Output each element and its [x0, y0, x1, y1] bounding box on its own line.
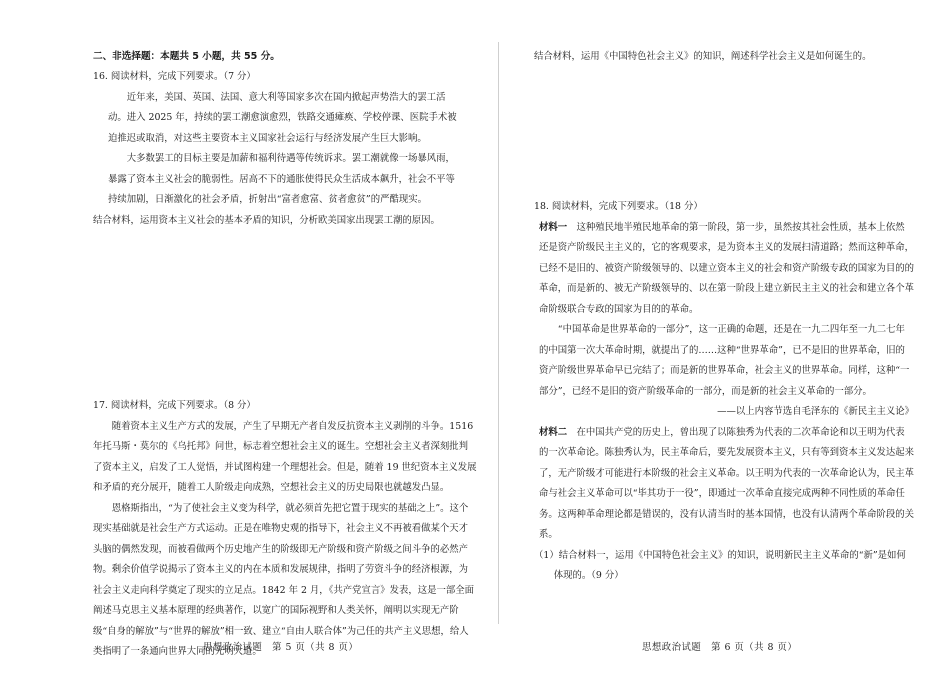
- material-1: [534, 218, 914, 321]
- section-heading: 二、非选择题：本题共 5 小题，共 55 分。: [93, 51, 280, 62]
- material-2-label: 材料二: [539, 426, 568, 438]
- q17-para1: 随着资本主义生产方式的发展，产生了早期无产者自发反抗资本主义剥削的斗争。1516 年托马斯・莫尔的《乌托邦》问世，标志着空想社会主义的诞生。空想社会主义者深刻批判了资本主义，启发了工人觉悟，并试图构建一个理想社会。但是，随着 19 世纪资本主义发展和矛盾的充分展开，随着工人阶级走向成熟，空想社会主义的历史局限也就越发凸显。: [93, 420, 477, 493]
- q16-prompt: 16. 阅读材料，完成下列要求。（7 分）: [93, 71, 256, 82]
- q17-para2: 恩格斯指出，“为了使社会主义变为科学，就必须首先把它置于现实的基础之上”。这个现实基础就是社会生产方式运动。正是在唯物史观的指导下，社会主义不再被看做某个天才头脑的偶然发现，而被看做两个历史地产生的阶级即无产阶级和资产阶级之间斗争的必然产物。剩余价值学说揭示了资本主义的内在本质和发展规律，指明了劳资斗争的经济根源，为社会主义走向科学奠定了现实的立足点。1842 年 2 月，《共产党宣言》发表，这是一部全面阐述马克思主义基本原理的经典著作，以宽广的国际视野和人类关怀，阐明以实现无产阶级“自身的解放”与“世界的解放”相一致、建立“自由人联合体”为己任的共产主义思想，给人类指明了一条通向世界大同的光明大道。: [93, 502, 474, 657]
- right-footer: 思想政治试题 第 6 页（共 8 页）: [642, 642, 798, 653]
- q17-prompt: 17. 阅读材料，完成下列要求。（8 分）: [93, 400, 256, 411]
- question-16: [93, 67, 473, 231]
- right-page: [500, 0, 950, 688]
- q18-sub1: （1）结合材料一，运用《中国特色社会主义》的知识，说明新民主主义革命的“新”是如何体现的。（9 分）: [534, 549, 906, 581]
- q17-question: 结合材料，运用《中国特色社会主义》的知识，阐述科学社会主义是如何诞生的。: [534, 51, 872, 62]
- q16-para1: 近年来，美国、英国、法国、意大利等国家多次在国内掀起声势浩大的罢工活动。进入 2025 年，持续的罢工潮愈演愈烈，铁路交通瘫痪、学校停课、医院手术被迫推迟或取消，对这些主要资本主义国家社会运行与经济发展产生巨大影响。: [108, 91, 457, 144]
- q16-question: 结合材料，运用资本主义社会的基本矛盾的知识，分析欧美国家出现罢工潮的原因。: [93, 214, 440, 226]
- material-1-label: 材料一: [539, 221, 568, 233]
- left-footer: 思想政治试题 第 5 页（共 8 页）: [203, 642, 359, 653]
- material-1-source: ——以上内容节选自毛泽东的《新民主主义论》: [717, 406, 914, 417]
- question-18: [534, 197, 914, 587]
- material-2-text: 在中国共产党的历史上，曾出现了以陈独秀为代表的二次革命论和以王明为代表的一次革命论。陈独秀认为，民主革命后，要先发展资本主义，只有等到资本主义发达起来了，无产阶级才可能进行本阶级的社会主义革命。以王明为代表的一次革命论认为，民主革命与社会主义革命可以“毕其功于一役”，即通过一次革命直接完成两种不同性质的革命任务。这两种革命理论都是错误的，没有认清当时的基本国情，也没有认清两个革命阶段的关系。: [539, 426, 915, 540]
- material-2: [534, 423, 914, 546]
- q18-prompt: 18. 阅读材料，完成下列要求。（18 分）: [534, 201, 703, 212]
- page-divider: [498, 42, 499, 624]
- q16-para2: 大多数罢工的目标主要是加薪和福利待遇等传统诉求。罢工潮就像一场暴风雨，暴露了资本主义社会的脆弱性。居高不下的通胀使得民众生活成本飙升，社会不平等持续加剧，日渐激化的社会矛盾，折射出“富者愈富、贫者愈贫”的严酷现实。: [108, 153, 455, 205]
- material-1-para2: “中国革命是世界革命的一部分”，这一正确的命题，还是在一九二四年至一九二七年的中国第一次大革命时期，就提出了的……这种“世界革命”，已不是旧的世界革命，旧的资产阶级世界革命早已完结了；而是新的世界革命，社会主义的世界革命。同样，这种“一部分”，已经不是旧的资产阶级革命的一部分，而是新的社会主义革命的一部分。: [539, 324, 910, 397]
- question-17: [93, 396, 477, 663]
- material-1-text: 这种殖民地半殖民地革命的第一阶段，第一步，虽然按其社会性质，基本上依然还是资产阶级民主主义的，它的客观要求，是为资本主义的发展扫清道路；然而这种革命，已经不是旧的、被资产阶级领导的、以建立资本主义的社会和资产阶级专政的国家为目的的革命，而是新的、被无产阶级领导的、以在第一阶段上建立新民主主义的社会和建立各个革命阶级联合专政的国家为目的的革命。: [539, 221, 915, 315]
